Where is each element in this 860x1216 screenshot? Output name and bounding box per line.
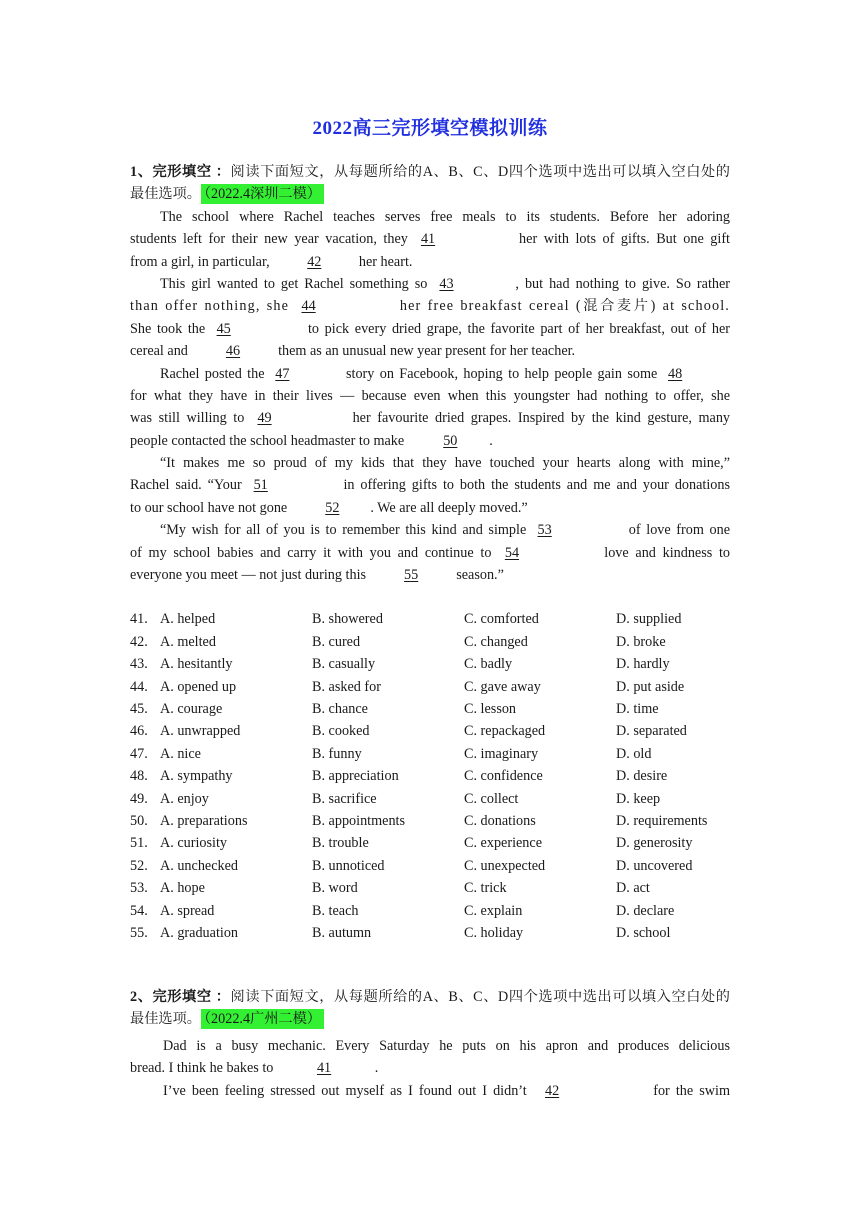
- option-d: D. separated: [616, 723, 687, 740]
- passage-line: bread. I think he bakes to 41 .: [130, 1057, 730, 1079]
- option-a: A. helped: [160, 611, 216, 628]
- option-a: A. curiosity: [160, 835, 227, 852]
- option-b: B. teach: [312, 902, 359, 919]
- option-b: B. trouble: [312, 835, 369, 852]
- passage-line: Rachel posted the 47 story on Facebook, hoping to help people gain some 48: [130, 363, 730, 385]
- blank-49: 49: [257, 410, 272, 427]
- option-a: A. preparations: [160, 812, 248, 829]
- option-a: A. hesitantly: [160, 656, 233, 673]
- passage-line: people contacted the school headmaster to make 50 .: [130, 430, 730, 452]
- option-number: 47.: [130, 745, 148, 762]
- section-1: [130, 161, 730, 944]
- option-c: C. changed: [464, 633, 528, 650]
- blank-41: 41: [420, 231, 436, 248]
- option-row: [130, 832, 730, 854]
- passage-line: I’ve been feeling stressed out myself as I found out I didn’t 42 for the swim: [130, 1080, 730, 1102]
- option-b: B. chance: [312, 700, 368, 717]
- option-c: C. donations: [464, 812, 536, 829]
- option-row: [130, 676, 730, 698]
- section-1-heading: 1、完形填空 ：: [130, 164, 231, 180]
- option-c: C. experience: [464, 835, 542, 852]
- option-a: A. unwrapped: [160, 723, 241, 740]
- section-2: [130, 986, 730, 1102]
- option-d: D. old: [616, 745, 652, 762]
- option-b: B. asked for: [312, 678, 381, 695]
- option-c: C. confidence: [464, 768, 543, 785]
- option-d: D. put aside: [616, 678, 685, 695]
- section-1-source-badge: （2022.4深圳二模）: [201, 184, 324, 204]
- passage-line: “My wish for all of you is to remember this kind and simple 53 of love from one: [130, 519, 730, 541]
- option-b: B. unnoticed: [312, 857, 385, 874]
- option-number: 53.: [130, 880, 148, 897]
- passage-line: students left for their new year vacation, they 41 her with lots of gifts. But one gift: [130, 228, 730, 250]
- section-1-instruction-end: 最佳选项。: [130, 186, 201, 203]
- section-2-heading: 2、完形填空 ：: [130, 989, 231, 1005]
- option-a: A. graduation: [160, 924, 239, 941]
- option-row: [130, 900, 730, 922]
- passage-line: for what they have in their lives — because even when this youngster had nothing to offer, she: [130, 387, 730, 404]
- option-b: B. casually: [312, 656, 376, 673]
- option-b: B. autumn: [312, 924, 372, 941]
- option-d: D. desire: [616, 768, 668, 785]
- blank-41: 41: [316, 1060, 332, 1077]
- option-c: C. gave away: [464, 678, 541, 695]
- option-b: B. appointments: [312, 812, 406, 829]
- passage-line: Rachel said. “Your 51 in offering gifts to both the students and me and your donations: [130, 474, 730, 496]
- blank-52: 52: [325, 499, 340, 516]
- option-number: 42.: [130, 633, 148, 650]
- option-number: 49.: [130, 790, 148, 807]
- passage-line: “It makes me so proud of my kids that they have touched your hearts along with mine,”: [160, 455, 730, 472]
- section-1-instruction-line-2: [130, 183, 730, 205]
- option-c: C. collect: [464, 790, 519, 807]
- option-c: C. badly: [464, 656, 513, 673]
- option-a: A. enjoy: [160, 790, 209, 807]
- passage-line: cereal and 46 them as an unusual new year present for her teacher.: [130, 340, 730, 362]
- option-number: 50.: [130, 812, 148, 829]
- option-number: 55.: [130, 924, 148, 941]
- option-a: A. sympathy: [160, 768, 233, 785]
- option-a: A. melted: [160, 633, 216, 650]
- option-d: D. time: [616, 700, 659, 717]
- option-number: 54.: [130, 902, 148, 919]
- option-d: D. requirements: [616, 812, 708, 829]
- option-d: D. hardly: [616, 656, 670, 673]
- blank-50: 50: [443, 432, 458, 449]
- option-row: [130, 855, 730, 877]
- passage-line: from a girl, in particular, 42 her heart.: [130, 251, 730, 273]
- option-number: 41.: [130, 611, 148, 628]
- blank-54: 54: [504, 544, 520, 561]
- blank-55: 55: [404, 567, 419, 584]
- option-row: [130, 720, 730, 742]
- passage-line: Dad is a busy mechanic. Every Saturday he puts on his apron and produces delicious: [163, 1037, 730, 1054]
- option-row: [130, 653, 730, 675]
- passage-line: of my school babies and carry it with you and continue to 54 love and kindness to: [130, 542, 730, 564]
- options-list: [130, 608, 730, 944]
- option-a: A. courage: [160, 700, 223, 717]
- passage-line: This girl wanted to get Rachel something so 43 , but had nothing to give. So rather: [130, 273, 730, 295]
- option-a: A. hope: [160, 880, 205, 897]
- option-a: A. opened up: [160, 678, 237, 695]
- section-2-instruction-line-2: [130, 1008, 730, 1030]
- passage-line: everyone you meet — not just during this 55 season.”: [130, 564, 730, 586]
- option-d: D. broke: [616, 633, 666, 650]
- option-b: B. cured: [312, 633, 361, 650]
- option-b: B. sacrifice: [312, 790, 377, 807]
- option-number: 51.: [130, 835, 148, 852]
- option-number: 48.: [130, 768, 148, 785]
- option-d: D. supplied: [616, 611, 682, 628]
- section-1-instruction: 阅读下面短文，从每题所给的A、B、C、D四个选项中选出可以填入空白处的: [230, 164, 730, 180]
- option-c: C. repackaged: [464, 723, 546, 740]
- option-b: B. appreciation: [312, 768, 399, 785]
- option-a: A. nice: [160, 745, 201, 762]
- passage-line: than offer nothing, she 44 her free breakfast cereal (混合麦片) at school.: [130, 295, 730, 317]
- option-c: C. holiday: [464, 924, 524, 941]
- option-c: C. imaginary: [464, 745, 539, 762]
- option-c: C. lesson: [464, 700, 517, 717]
- section-2-source-badge: （2022.4广州二模）: [201, 1009, 324, 1029]
- blank-47: 47: [275, 365, 290, 382]
- option-row: [130, 631, 730, 653]
- section-2-instruction-line-1: [130, 986, 730, 1008]
- option-number: 46.: [130, 723, 148, 740]
- option-b: B. funny: [312, 745, 362, 762]
- section-2-instruction: 阅读下面短文，从每题所给的A、B、C、D四个选项中选出可以填入空白处的: [230, 989, 730, 1005]
- option-d: D. generosity: [616, 835, 693, 852]
- option-a: A. spread: [160, 902, 215, 919]
- option-row: [130, 788, 730, 810]
- blank-42: 42: [307, 253, 322, 270]
- section-2-instruction-end: 最佳选项。: [130, 1011, 201, 1028]
- option-row: [130, 698, 730, 720]
- passage-line: to our school have not gone 52 . We are all deeply moved.”: [130, 497, 730, 519]
- option-number: 43.: [130, 656, 148, 673]
- option-number: 45.: [130, 700, 148, 717]
- option-c: C. trick: [464, 880, 507, 897]
- blank-46: 46: [225, 343, 241, 360]
- blank-53: 53: [537, 522, 552, 539]
- blank-48: 48: [668, 365, 683, 382]
- blank-42: 42: [544, 1082, 560, 1099]
- option-a: A. unchecked: [160, 857, 238, 874]
- option-d: D. act: [616, 880, 650, 897]
- option-c: C. unexpected: [464, 857, 546, 874]
- option-row: [130, 922, 730, 944]
- blank-44: 44: [301, 298, 316, 315]
- passage-line: The school where Rachel teaches serves free meals to its students. Before her adoring: [160, 208, 730, 225]
- option-row: [130, 608, 730, 630]
- option-b: B. showered: [312, 611, 383, 628]
- page-title: 2022高三完形填空模拟训练: [312, 118, 548, 139]
- option-number: 52.: [130, 857, 148, 874]
- option-d: D. school: [616, 924, 671, 941]
- option-row: [130, 743, 730, 765]
- option-d: D. uncovered: [616, 857, 693, 874]
- option-c: C. explain: [464, 902, 523, 919]
- option-b: B. cooked: [312, 723, 370, 740]
- option-row: [130, 810, 730, 832]
- blank-43: 43: [439, 275, 454, 292]
- passage-line: was still willing to 49 her favourite dried grapes. Inspired by the kind gesture, many: [130, 407, 730, 429]
- option-d: D. keep: [616, 790, 661, 807]
- passage-line: She took the 45 to pick every dried grape, the favorite part of her breakfast, out of her: [130, 318, 730, 340]
- option-row: [130, 765, 730, 787]
- blank-51: 51: [253, 477, 268, 494]
- section-1-instruction-line-1: [130, 161, 730, 183]
- option-b: B. word: [312, 880, 358, 897]
- option-c: C. comforted: [464, 611, 539, 628]
- option-number: 44.: [130, 678, 148, 695]
- option-d: D. declare: [616, 902, 675, 919]
- blank-45: 45: [216, 320, 231, 337]
- option-row: [130, 877, 730, 899]
